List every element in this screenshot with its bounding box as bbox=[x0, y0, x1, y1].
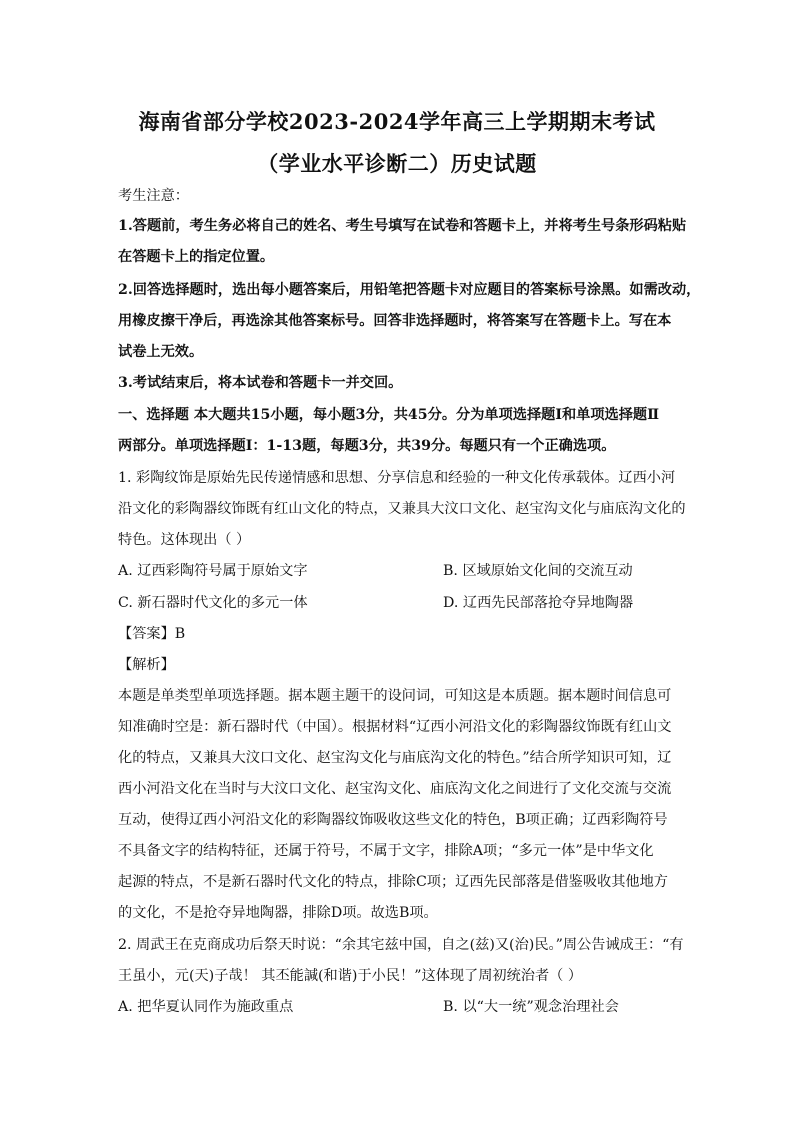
q1-analysis-line3: 化的特点，又兼具大汶口文化、赵宝沟文化与庙底沟文化的特色。”结合所学知识可知，辽 bbox=[118, 750, 672, 766]
q1-analysis-line6: 不具备文字的结构特征，还属于符号，不属于文字，排除A项；“多元一体”是中华文化 bbox=[118, 843, 654, 859]
q1-option-a: A. 辽西彩陶符号属于原始文字 bbox=[118, 563, 308, 579]
exam-title-line2: （学业水平诊断二）历史试题 bbox=[257, 151, 537, 176]
notice-item2-line2: 用橡皮擦干净后，再选涂其他答案标号。回答非选择题时，将答案写在答题卡上。写在本 bbox=[118, 313, 672, 329]
notice-item1-line2: 在答题卡上的指定位置。 bbox=[118, 249, 275, 265]
q1-analysis-label: 【解析】 bbox=[118, 657, 175, 673]
q2-stem-line2: 王虽小，元(天)子哉！ 其丕能諴(和谐)于小民！”这体现了周初统治者（ ） bbox=[118, 968, 583, 984]
q1-analysis-line7: 起源的特点，不是新石器时代文化的特点，排除C项；辽西先民部落是借鉴吸收其他地方 bbox=[118, 874, 668, 890]
q1-answer: 【答案】B bbox=[118, 626, 186, 642]
q1-analysis-line5: 互动，使得辽西小河沿文化的彩陶器纹饰吸收这些文化的特色，B项正确；辽西彩陶符号 bbox=[118, 812, 668, 828]
q1-analysis-line1: 本题是单类型单项选择题。据本题主题干的设问词，可知这是本质题。据本题时间信息可 bbox=[118, 688, 672, 704]
notice-item1-line1: 1.答题前，考生务必将自己的姓名、考生号填写在试卷和答题卡上，并将考生号条形码粘贴 bbox=[118, 218, 687, 234]
q1-analysis-line2: 知准确时空是：新石器时代（中国）。根据材料“辽西小河沿文化的彩陶器纹饰既有红山文 bbox=[118, 719, 672, 735]
notice-item3: 3.考试结束后，将本试卷和答题卡一并交回。 bbox=[118, 375, 403, 391]
q1-analysis-line4: 西小河沿文化在当时与大汶口文化、赵宝沟文化、庙底沟文化之间进行了文化交流与交流 bbox=[118, 781, 672, 797]
q1-option-c: C. 新石器时代文化的多元一体 bbox=[118, 595, 308, 611]
q1-stem-line3: 特色。这体现出（ ） bbox=[118, 532, 251, 548]
section1-line1: 一、选择题 本大题共15小题，每小题3分，共45分。分为单项选择题Ⅰ和单项选择题Ⅱ bbox=[118, 407, 660, 423]
q2-option-a: A. 把华夏认同作为施政重点 bbox=[118, 999, 294, 1015]
section1-line2: 两部分。单项选择题Ⅰ：1-13题，每题3分，共39分。每题只有一个正确选项。 bbox=[118, 438, 616, 454]
exam-title-line1: 海南省部分学校2023-2024学年高三上学期期末考试 bbox=[138, 109, 656, 134]
q2-option-b: B. 以“大一统”观念治理社会 bbox=[443, 999, 619, 1015]
q1-stem-line2: 沿文化的彩陶器纹饰既有红山文化的特点，又兼具大汶口文化、赵宝沟文化与庙底沟文化的 bbox=[118, 501, 686, 517]
q1-option-d: D. 辽西先民部落抢夺异地陶器 bbox=[443, 595, 634, 611]
notice-item2-line1: 2.回答选择题时，选出每小题答案后，用铅笔把答题卡对应题目的答案标号涂黑。如需改动， bbox=[118, 282, 701, 298]
notice-heading: 考生注意： bbox=[118, 188, 189, 204]
q1-analysis-line8: 的文化，不是抢夺异地陶器，排除D项。故选B项。 bbox=[118, 905, 438, 921]
notice-item2-line3: 试卷上无效。 bbox=[118, 344, 204, 360]
q1-stem-line1: 1. 彩陶纹饰是原始先民传递情感和思想、分享信息和经验的一种文化传承载体。辽西小河 bbox=[118, 470, 676, 486]
q2-stem-line1: 2. 周武王在克商成功后祭天时说：“余其宅兹中国，自之(兹)又(治)民。”周公告诫成王：“有 bbox=[118, 937, 684, 953]
q1-option-b: B. 区域原始文化间的交流互动 bbox=[443, 563, 633, 579]
